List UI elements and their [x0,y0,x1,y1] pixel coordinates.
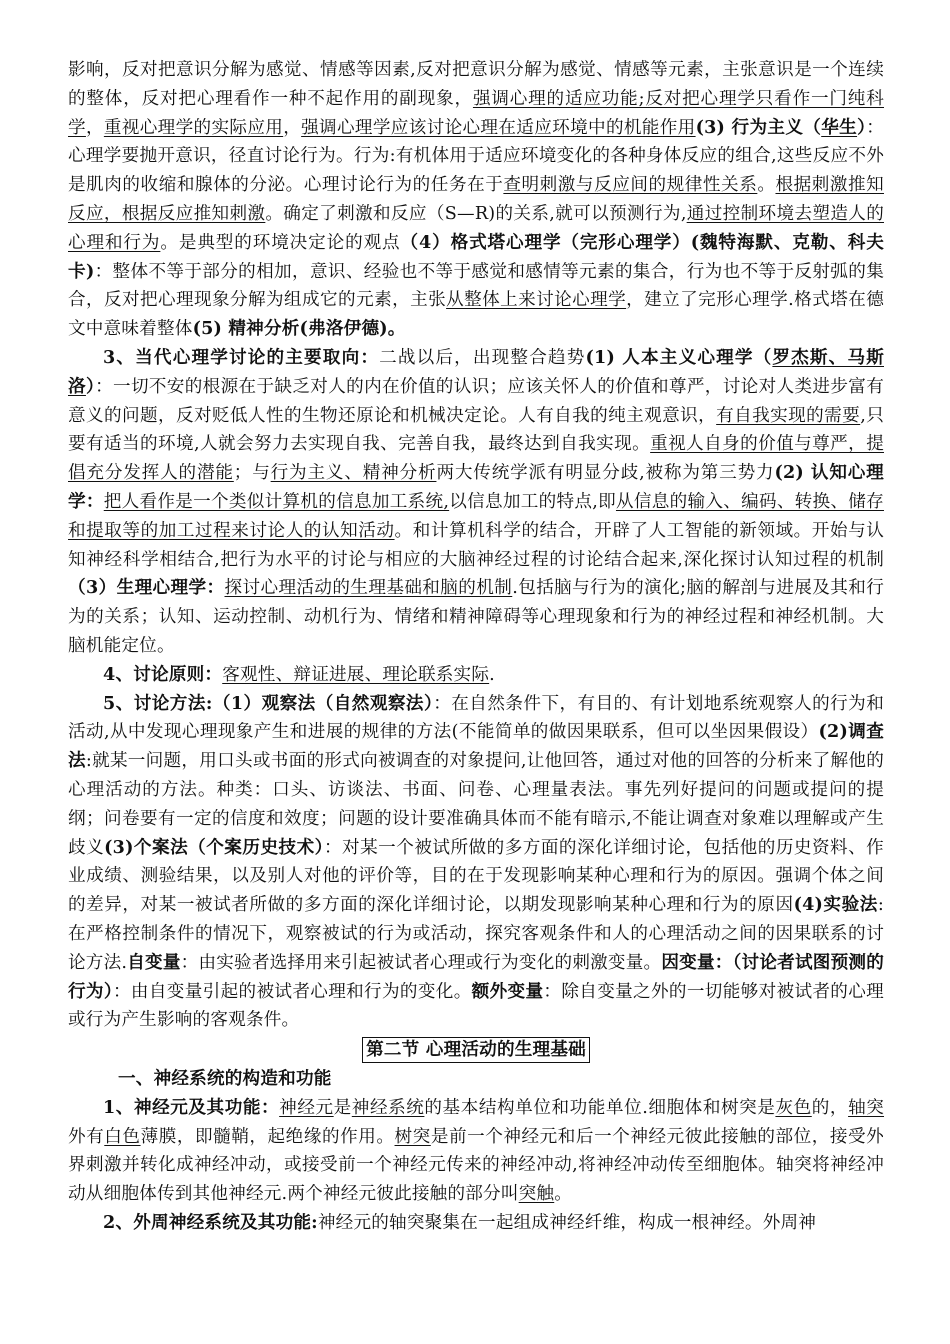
underlined-text: 树突 [394,1126,431,1147]
bold-text: 4、讨论原则： [103,663,223,685]
bold-text: （3）生理心理学： [68,577,225,599]
text: ：由实验者选择用来引起被试者心理或行为变化的刺激变量。 [180,952,662,973]
text: 是 [333,1097,352,1118]
paragraph-schools [68,56,884,344]
bold-text: 2、外周神经系统及其功能: [103,1212,318,1234]
paragraph-research-principles [68,661,884,690]
text: :就某一问题，用口头或书面的形式向被调查的对象提问,让他回答，通过对他的回答的分析来了解他的心理活动的方法。种类：口头、访谈法、书面、问卷、心理量表法。事先列好提问的问题或提问的提纲；问卷要有一定的信度和效度；问题的设计要准确具体而不能有暗示,不能让调查对象难以理解或产生歧义 [68,751,884,858]
text: 神经元的轴突聚集在一起组成神经纤维，构成一根神经。外周神 [317,1213,817,1234]
text: ，建立了完形心理学.格式塔在德文中意味着整体 [68,290,884,340]
bold-text: (1) 人本主义心理学（ [585,346,773,368]
underlined-text: 从整体上来讨论心理学 [446,290,627,311]
underlined-text: 查明刺激与反应间的规律性关系 [503,175,758,196]
section-title-wrap [68,1035,884,1065]
text: 。 [757,175,776,196]
text: .包括脑与行为的演化;脑的解剖与进展及其和行为的关系；认知、运动控制、动机行为、情绪和精神障碍等心理现象和行为的神经过程和神经机制。大脑机能定位。 [68,578,884,656]
bold-text: 自变量 [127,951,181,973]
underlined-text: 把人看作是一个类似计算机的信息加工系统, [103,491,450,512]
text: ；与 [233,463,271,484]
text: ， [85,117,104,138]
text: ， [283,117,302,138]
text: ：在自然条件下，有目的、有计划地系统观察人的行为和活动,从中发现心理现象产生和进展的规律的方法(不能简单的做因果联系，但可以坐因果假设） [68,693,884,743]
underlined-text: 重视人自身的价值与尊严，提倡充分发挥人的潜能 [68,434,884,484]
underlined-text: 从信息的输入、编码、转换、储存和提取等的加工过程来讨论人的认知活动 [68,491,884,541]
underlined-text: 行为主义、精神分析 [270,463,437,484]
text: 是前一个神经元和后一个神经元彼此接触的部位，接受外界刺激并转化成神经冲动，或接受前一个神经元传来的神经冲动,将神经冲动传至细胞体。轴突将神经冲动从细胞体传到其他神经元.两个神经元彼此接触的部分叫 [68,1126,884,1205]
text: 薄膜，即髓鞘，起绝缘的作用。 [140,1126,395,1147]
bold-text: (5) 精神分析(弗洛伊德)。 [192,318,406,340]
bold-text: 1、神经元及其功能： [103,1096,280,1118]
paragraph-research-methods [68,690,884,1036]
underlined-text: 探讨心理活动的生理基础和脑的机制 [224,578,513,599]
text: :在严格控制条件的情况下，观察被试的行为或活动，探究客观条件和人的心理活动之间的因果联系的讨论方法. [68,895,884,973]
text: ：由自变量引起的被试者心理和行为的变化。 [113,981,472,1002]
bold-text: 因变量：（讨论者试图预测的行为） [68,951,884,1002]
bold-text: (4)实验法 [793,894,878,916]
text: 影响，反对把意识分解为感觉、情感等因素,反对把意识分解为感觉、情感等元素，主张意识是一个连续的整体，反对把心理看作一种不起作用的副现象， [68,60,884,109]
text: ：除自变量之外的一切能够对被试者的心理或行为产生影响的客观条件。 [68,981,884,1031]
text: 二战以后，出现整合趋势 [379,347,586,368]
heading-nervous-system: 一、神经系统的构造和功能 [118,1068,332,1090]
text: ,只要有适当的环境,人就会努力去实现自我、完善自我，最终达到自我实现。 [68,405,884,455]
bold-text: 额外变量 [471,980,544,1002]
underlined-text: 根据刺激推知反应，根据反应推知刺激 [68,175,884,224]
text: 外有 [68,1126,105,1147]
bold-underlined-text: 罗杰斯、马斯洛 [68,346,884,397]
bold-underlined-text: 华生 [821,116,858,138]
text: 的基本结构单位和功能单位.细胞体和树突是 [424,1097,776,1118]
underlined-text: 突触 [518,1184,555,1205]
underlined-text: 有自我实现的需要 [716,405,861,426]
underlined-text: 强调心理的适应功能;反对把心理学只看作一门纯科学 [68,88,884,138]
bold-text: (2)调查法 [68,721,884,772]
underlined-text: 白色 [104,1126,141,1147]
text: ：一切不安的根源在于缺乏对人的内在价值的认识；应该关怀人的价值和尊严，讨论对人类进步富有意义的问题，反对贬低人性的生物还原论和机械决定论。人有自我的纯主观意识， [68,376,884,426]
paragraph-contemporary-orientations [68,344,884,661]
bold-text: （4）格式塔心理学（完形心理学）(魏特海默、克勒、科夫卡) [68,231,884,282]
bold-text: (2) 认知心理学： [68,462,884,512]
bold-text: 3、当代心理学讨论的主要取向： [103,346,380,368]
underlined-text: 灰色 [775,1097,812,1118]
text: 。和计算机科学的结合，开辟了人工智能的新领域。开始与认知神经科学相结合,把行为水平的讨论与相应的大脑神经过程的讨论结合起来,深化探讨认知过程的机制 [68,520,885,570]
paragraph-neuron [68,1094,884,1209]
text: 两大传统学派有明显分歧,被称为第三势力 [436,463,775,484]
bold-text: 5、讨论方法:（1）观察法（自然观察法） [103,692,434,714]
text: ：心理学要抛开意识，径直讨论行为。行为:有机体用于适应环境变化的各种身体反应的组合,这些反应不外是肌肉的收缩和腺体的分泌。心理讨论行为的任务在于 [68,117,885,196]
text: ：对某一个被试所做的多方面的深化详细讨论，包括他的历史资料、作业成绩、测验结果，以及别人对他的评价等，目的在于发现影响某种心理和行为的原因。强调个体之间的差异，对某一被试者所做的多方面的深化详细讨论，以期发现影响某种心理和行为的原因 [68,837,884,916]
text: ：整体不等于部分的相加，意识、经验也不等于感觉和感情等元素的集合，行为也不等于反射弧的集合，反对把心理现象分解为组成它的元素，主张 [68,261,884,311]
bold-text: (3)个案法（个案历史技术） [104,836,324,858]
text: 。是典型的环境决定论的观点 [160,232,401,253]
document-page [68,56,884,1238]
underlined-text: 神经系统 [351,1097,425,1118]
bold-text: (3) 行为主义（ [695,116,822,138]
paragraph-peripheral-nervous-system [68,1209,884,1238]
text: 以信息加工的特点,即 [449,491,616,512]
text: 的， [811,1097,849,1118]
underlined-text: 强调心理学应该讨论心理在适应环境中的机能作用 [301,117,696,138]
underlined-text: 神经元 [279,1097,334,1118]
bold-text: ） [857,116,867,138]
underlined-text: 重视心理学的实际应用 [103,117,284,138]
underlined-text: 轴突 [848,1097,885,1118]
text: . [489,664,495,685]
text: 。 [554,1184,573,1205]
text: 。确定了刺激和反应（S—R)的关系,就可以预测行为, [265,203,687,224]
underlined-text: 通过控制环境去塑造人的心理和行为 [68,203,884,253]
underlined-text: 客观性、辩证进展、理论联系实际 [222,664,490,685]
section-title: 第二节 心理活动的生理基础 [362,1037,590,1063]
bold-text: ） [85,375,96,397]
